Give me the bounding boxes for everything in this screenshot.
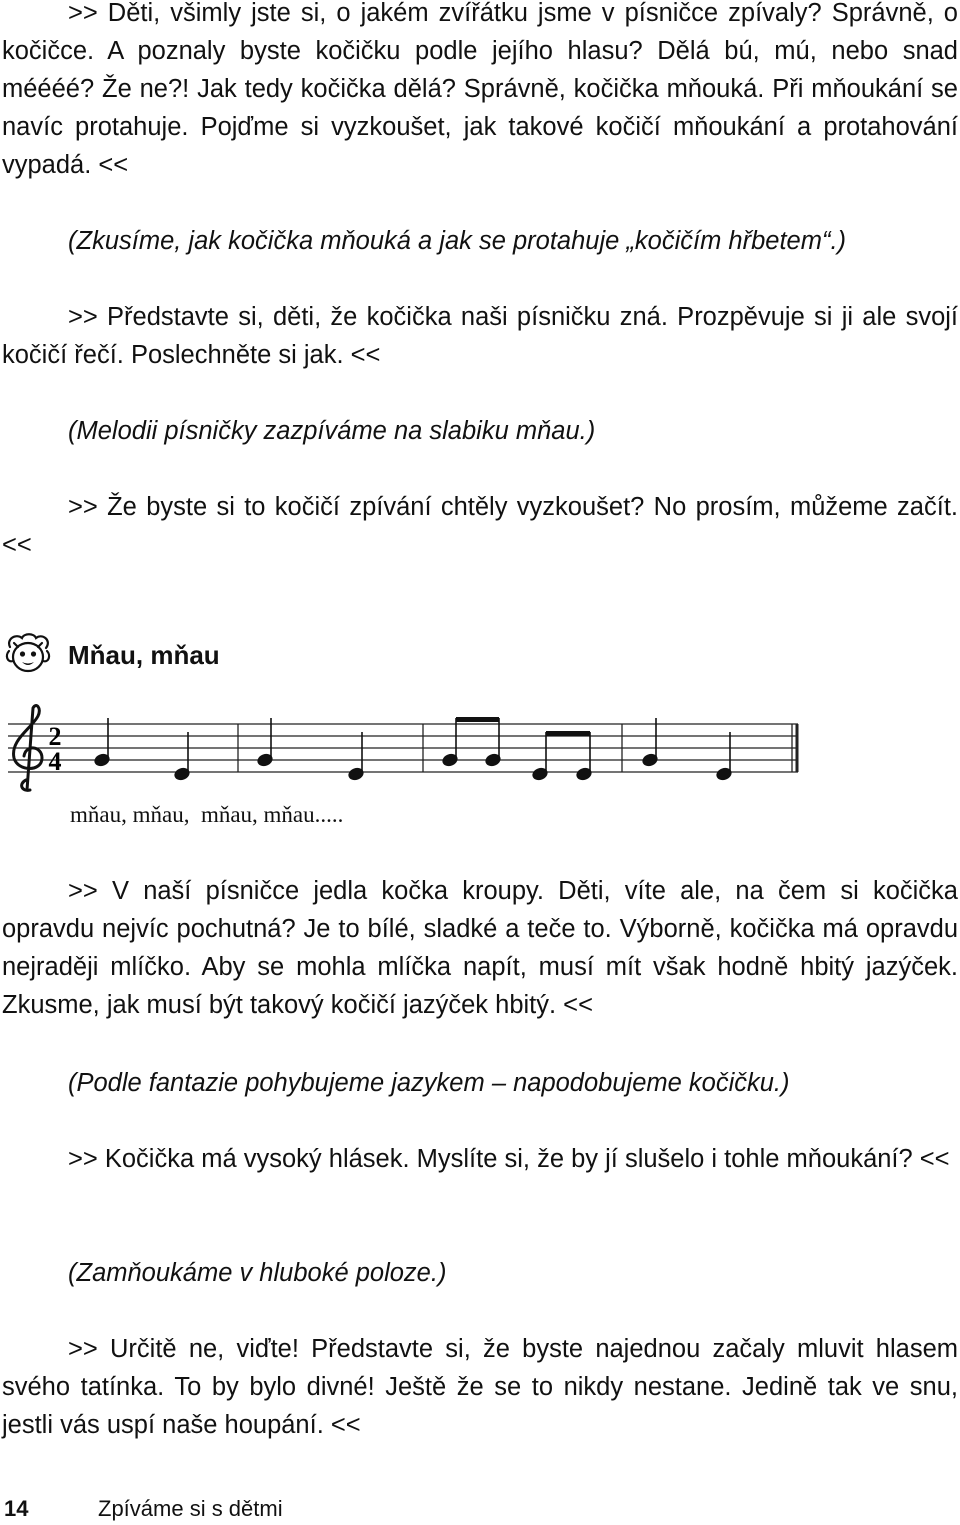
time-signature-top: 2 <box>48 722 62 751</box>
book-title: Zpíváme si s dětmi <box>98 1496 283 1521</box>
beam <box>456 717 499 722</box>
staff-lines <box>8 724 798 772</box>
paragraph-cat-song: >> Představte si, děti, že kočička naši písničku zná. Prozpěvuje si ji ale svojí kočičí řečí. Poslechněte si jak. << <box>2 303 958 369</box>
page-number: 14 <box>4 1496 29 1521</box>
paragraph-milk: >> V naší písničce jedla kočka kroupy. Děti, víte ale, na čem si kočička opravdu nejvíc pochutná? Je to bílé, sladké a teče to. Výborně, kočička má opravdu nejraději mlíčko. Aby se mohla mlíčka napít, musí mít však hodně hbitý jazýček. Zkusme, jak musí být takový kočičí jazýček hbitý. << <box>2 877 958 1019</box>
song-lyrics: mňau, mňau, mňau, mňau..... <box>70 802 344 827</box>
song-title: Mňau, mňau <box>68 640 220 670</box>
instruction-stretch: (Zkusíme, jak kočička mňouká a jak se protahuje „kočičím hřbetem“.) <box>68 227 847 255</box>
beam <box>546 731 590 736</box>
instruction-low-meow: (Zamňoukáme v hluboké poloze.) <box>68 1259 447 1287</box>
paragraph-try-singing: >> Že byste si to kočičí zpívání chtěly vyzkoušet? No prosím, můžeme začít. << <box>2 493 958 559</box>
instruction-sing-syllable: (Melodii písničky zazpíváme na slabiku mňau.) <box>68 417 596 445</box>
paragraph-intro: >> Děti, všimly jste si, o jakém zvířátku jsme v písničce zpívaly? Správně, o kočičce. A poznaly byste kočičku podle jejího hlasu? Dělá bú, mú, nebo snad méééé? Že ne?! Jak tedy kočička dělá? Správně, kočička mňouká. Při mňoukání se navíc protahuje. Pojďme si vyzkoušet, jak takové kočičí mňoukání a protahování vypadá. << <box>2 0 958 179</box>
music-score <box>0 700 820 800</box>
instruction-tongue: (Podle fantazie pohybujeme jazykem – napodobujeme kočičku.) <box>68 1069 790 1097</box>
child-face-icon <box>4 631 52 675</box>
time-signature-bottom: 4 <box>48 747 62 776</box>
paragraph-daddy-voice: >> Určitě ne, viďte! Představte si, že byste najednou začaly mluvit hlasem svého tatínka. To by bylo divné! Ještě že se to nikdy nestane. Jedině tak ve snu, jestli vás uspí naše houpání. << <box>2 1335 958 1439</box>
paragraph-high-voice: >> Kočička má vysoký hlásek. Myslíte si, že by jí slušelo i tohle mňoukání? << <box>68 1145 950 1173</box>
